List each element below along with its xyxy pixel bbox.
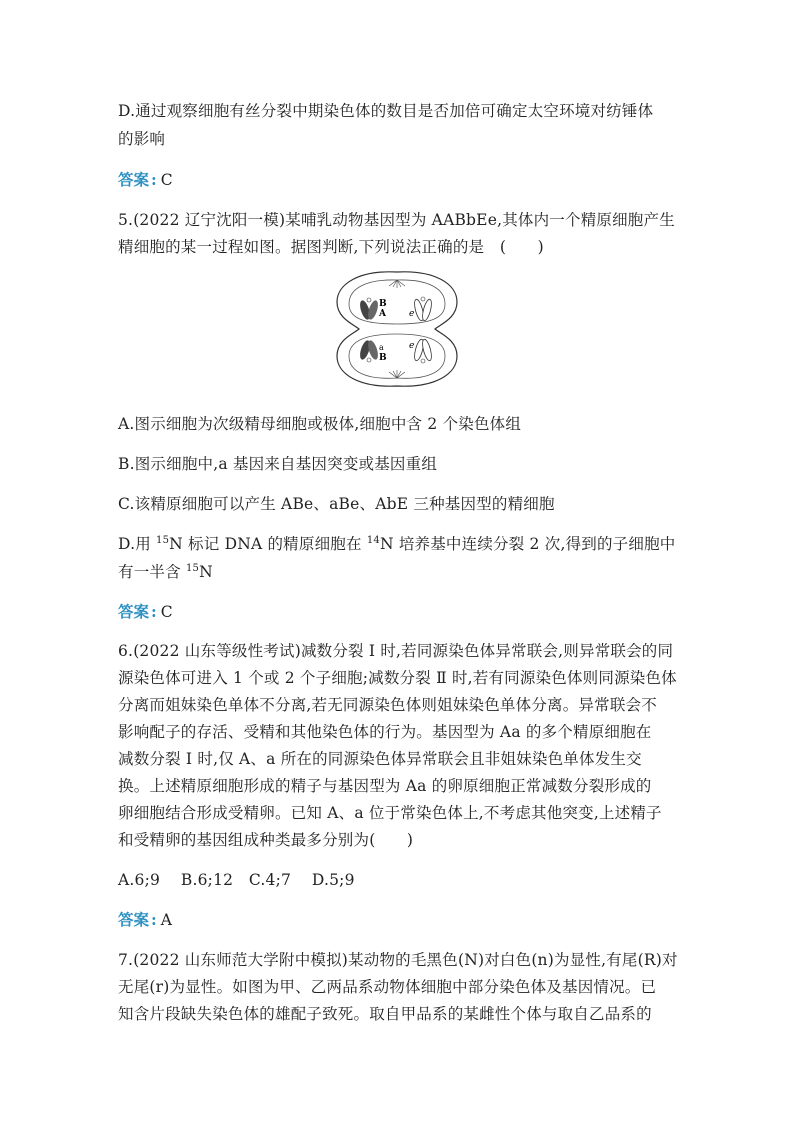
q5-option-b: B.图示细胞中,a 基因来自基因突变或基因重组 (118, 455, 438, 473)
q4-option-d-line2: 的影响 (118, 130, 166, 148)
answer-value: C (160, 171, 173, 189)
answer-label: 答案 (118, 171, 150, 189)
q6-stem-line1: 6.(2022 山东等级性考试)减数分裂 Ⅰ 时,若同源染色体异常联会,则异常联会的同 (118, 642, 674, 660)
q5-option-d-line2-isotope: 15 (185, 563, 200, 574)
q5-option-c: C.该精原细胞可以产生 ABe、aBe、AbE 三种基因型的精细胞 (118, 495, 555, 513)
q6-answer (118, 909, 172, 931)
q4-option-d-line1: D.通过观察细胞有丝分裂中期染色体的数目是否加倍可确定太空环境对纺锤体 (118, 102, 654, 120)
answer-separator: : (151, 602, 157, 621)
q4-answer (118, 169, 173, 191)
q5-answer (118, 601, 173, 623)
q7-stem-line3: 知含片段缺失染色体的雄配子致死。取自甲品系的某雌性个体与取自乙品系的 (118, 1005, 652, 1023)
answer-label: 答案 (118, 603, 150, 621)
top-spindle-pole (389, 280, 405, 288)
q5-option-a: A.图示细胞为次级精母细胞或极体,细胞中含 2 个染色体组 (118, 415, 522, 433)
label-top-a: A (379, 309, 386, 319)
q5-option-d-line2-text2: N (199, 563, 213, 581)
upper-left-chromosome (358, 298, 380, 321)
q5-stem-line2: 精细胞的某一过程如图。据图判断,下列说法正确的是 ( ) (118, 238, 544, 256)
q5-option-d-isotope2: 14 (366, 535, 380, 546)
lower-left-chromosome (358, 339, 380, 362)
q5-option-d-text1: D.用 (118, 535, 157, 553)
bottom-spindle-pole (389, 370, 405, 378)
q5-option-d-line2-text1: 有一半含 (118, 563, 186, 581)
q6-stem-line4: 影响配子的存活、受精和其他染色体的行为。基因型为 Aa 的多个精原细胞在 (118, 723, 652, 741)
label-bottom-b: B (379, 353, 387, 363)
q6-stem-line2: 源染色体可进入 1 个或 2 个子细胞;减数分裂 Ⅱ 时,若有同源染色体则同源染色体 (118, 669, 677, 687)
label-bottom-a: a (379, 343, 384, 352)
answer-value: A (160, 911, 172, 929)
answer-label: 答案 (118, 911, 150, 929)
answer-separator: : (151, 170, 157, 189)
q7-stem-line2: 无尾(r)为显性。如图为甲、乙两品系动物体细胞中部分染色体及基因情况。已 (118, 978, 657, 996)
label-top-b: B (379, 299, 387, 309)
q7-stem-line1: 7.(2022 山东师范大学附中模拟)某动物的毛黑色(N)对白色(n)为显性,有尾(R)对 (118, 951, 678, 969)
answer-separator: : (151, 910, 157, 929)
cell-division-figure (335, 266, 459, 392)
label-top-e: e (409, 309, 415, 319)
upper-right-chromosome (413, 297, 433, 322)
q6-stem-line6: 换。上述精原细胞形成的精子与基因型为 Aa 的卵原细胞正常减数分裂形成的 (118, 777, 652, 795)
q6-options: A.6;9 B.6;12 C.4;7 D.5;9 (118, 871, 355, 889)
q5-option-d-line1 (118, 533, 675, 555)
answer-value: C (160, 603, 173, 621)
q6-stem-line7: 卵细胞结合形成受精卵。已知 A、a 位于常染色体上,不考虑其他突变,上述精子 (118, 804, 662, 822)
q6-stem-line5: 减数分裂 Ⅰ 时,仅 A、a 所在的同源染色体异常联会且非姐妹染色单体发生交 (118, 750, 642, 768)
q5-option-d-line2 (118, 561, 213, 583)
q5-option-d-isotope1: 15 (156, 535, 170, 546)
q5-option-d-text2: N 标记 DNA 的精原细胞在 (169, 535, 367, 553)
q6-stem-line8: 和受精卵的基因组成种类最多分别为( ) (118, 831, 414, 849)
label-bottom-e: e (409, 341, 415, 351)
q6-stem-line3: 分离而姐妹染色单体不分离,若无同源染色体则姐妹染色单体分离。异常联会不 (118, 696, 657, 714)
q5-stem-line1: 5.(2022 辽宁沈阳一模)某哺乳动物基因型为 AABbEe,其体内一个精原细胞产生 (118, 211, 675, 229)
lower-right-chromosome (413, 338, 433, 363)
q5-option-d-text3: N 培养基中连续分裂 2 次,得到的子细胞中 (379, 535, 676, 553)
